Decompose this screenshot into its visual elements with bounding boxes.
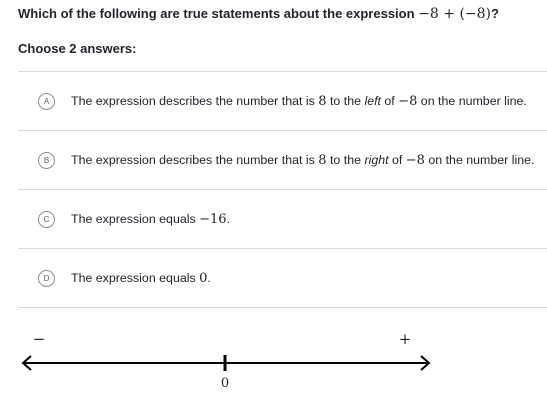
choice-b-letter-icon: B — [38, 152, 55, 169]
choice-b-ref: −8 — [405, 152, 425, 168]
choice-d-text — [71, 271, 211, 286]
choice-a-of: of — [380, 93, 399, 108]
choice-b-direction: right — [364, 152, 389, 167]
choice-d-letter-icon: D — [38, 270, 55, 287]
choice-a-post: on the number line. — [417, 93, 527, 108]
zero-tick-label: 0 — [220, 376, 230, 391]
question-expression: −8 + (−8) — [418, 6, 492, 22]
choice-a-direction: left — [364, 93, 381, 108]
choice-b-mid: to the — [326, 152, 365, 167]
number-line — [0, 320, 547, 412]
choice-a-num: 8 — [318, 93, 327, 109]
choice-a-pre: The expression describes the number that is — [71, 93, 319, 108]
choice-b[interactable] — [18, 131, 547, 190]
question-mark: ? — [491, 6, 499, 21]
choice-a-letter-icon: A — [38, 93, 55, 110]
choice-d-pre: The expression equals — [71, 270, 200, 285]
choice-a[interactable] — [18, 72, 547, 131]
choice-b-post: on the number line. — [424, 152, 535, 167]
choice-b-text — [71, 153, 534, 168]
answer-choices — [18, 71, 547, 308]
choice-d-post: . — [207, 270, 211, 285]
choice-a-text — [71, 94, 527, 109]
choice-a-ref: −8 — [398, 93, 418, 109]
choice-a-mid: to the — [326, 93, 365, 108]
question-text — [18, 6, 499, 22]
choice-c-text — [71, 212, 230, 227]
choice-b-num: 8 — [318, 152, 327, 168]
choice-d-value: 0 — [199, 270, 208, 286]
choice-c-pre: The expression equals — [71, 211, 200, 226]
number-line-plus-label: + — [398, 330, 412, 348]
choice-c-post: . — [226, 211, 231, 226]
choice-c-value: −16 — [199, 211, 227, 227]
choice-c[interactable] — [18, 190, 547, 249]
choice-b-of: of — [388, 152, 406, 167]
choice-d[interactable] — [18, 249, 547, 308]
choice-b-pre: The expression describes the number that is — [71, 152, 319, 167]
choice-c-letter-icon: C — [38, 211, 55, 228]
choose-instruction: Choose 2 answers: — [18, 41, 137, 56]
number-line-minus-label: − — [32, 330, 46, 348]
question-prompt: Which of the following are true statements about the expression — [18, 6, 419, 21]
